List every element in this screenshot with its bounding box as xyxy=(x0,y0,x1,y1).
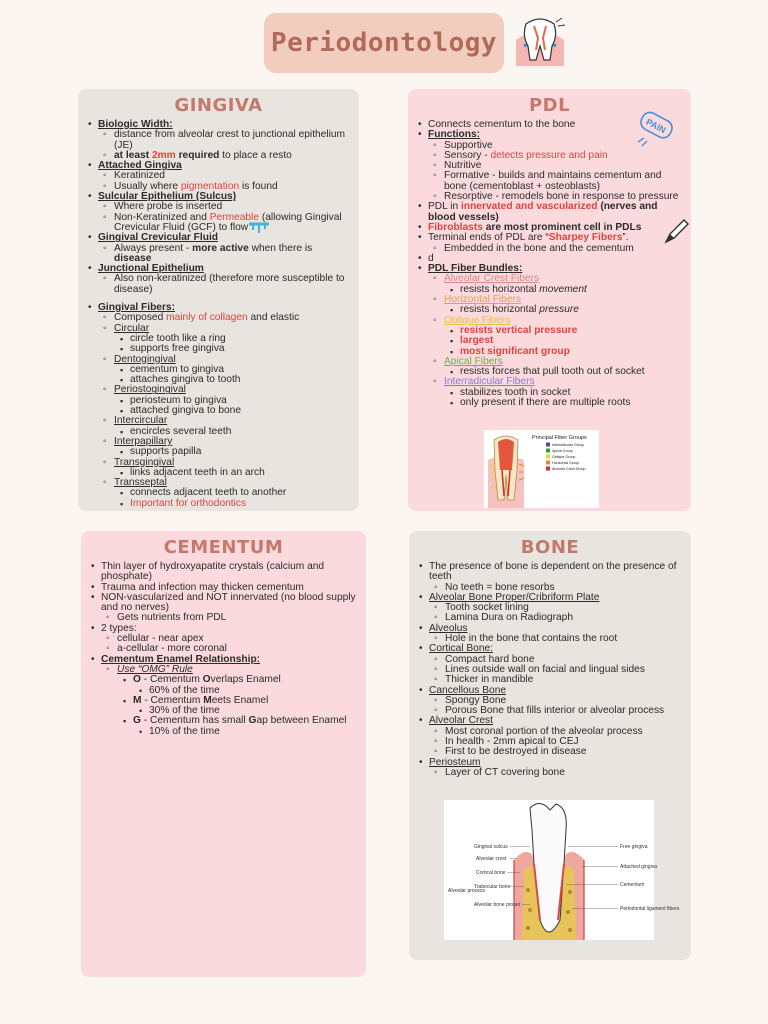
text: ”. xyxy=(622,232,629,244)
list-item xyxy=(432,244,683,254)
junctional-epithelium-heading: Junctional Epithelium xyxy=(98,263,204,275)
list-item xyxy=(417,562,683,593)
text: periosteum to gingiva xyxy=(130,394,227,406)
term: Alveolus xyxy=(429,622,468,634)
text: circle tooth like a ring xyxy=(130,332,226,344)
list-item xyxy=(432,316,683,357)
pdl-title: PDL xyxy=(528,95,571,116)
highlight-text: largest xyxy=(460,335,494,347)
text: cellular - near apex xyxy=(117,633,204,645)
text: Gets nutrients from PDL xyxy=(117,612,227,624)
text: Thin layer of hydroxyapatite crystals (calcium and phosphate) xyxy=(101,561,325,583)
text: Always present - xyxy=(114,242,193,254)
highlight-text: most significant group xyxy=(460,345,570,357)
highlight-text: Sharpey Fibers xyxy=(548,232,623,244)
text: O xyxy=(133,674,141,686)
text: Terminal ends of PDL are “ xyxy=(428,232,549,244)
text: distance from alveolar crest to junctional epithelium (JE) xyxy=(114,129,346,151)
text: resists forces that pull tooth out of socket xyxy=(460,366,645,378)
list-item xyxy=(105,613,358,623)
text: pressure xyxy=(539,304,579,316)
list-item xyxy=(102,130,351,151)
figure-label: Alveolar crest xyxy=(476,856,507,862)
text: M xyxy=(133,694,142,706)
list-item xyxy=(417,624,683,645)
text: and elastic xyxy=(247,312,300,324)
legend-label: Horizontal Group xyxy=(552,461,580,465)
pain-sticker-label: PAIN xyxy=(644,116,668,136)
cementum-card xyxy=(81,531,366,977)
list-item xyxy=(102,324,351,355)
list-item xyxy=(121,716,358,737)
text: eets Enamel xyxy=(211,694,269,706)
figure-label: Cortical bone xyxy=(476,870,506,876)
list-item xyxy=(417,644,683,685)
list-item xyxy=(102,355,351,386)
list-item xyxy=(102,458,351,479)
highlight-text: resists vertical pressure xyxy=(460,324,578,336)
text: is found xyxy=(239,180,278,192)
text: Formative - builds and maintains cementum and bone (cementoblast + osteoblasts) xyxy=(444,170,662,192)
sulcular-epithelium-heading: Sulcular Epithelium (Sulcus) xyxy=(98,191,237,203)
text: 2 types: xyxy=(101,622,137,634)
text: Layer of CT covering bone xyxy=(445,766,565,778)
biologic-width-heading: Biologic Width: xyxy=(98,119,173,130)
gingiva-list xyxy=(86,120,351,295)
text: ap between Enamel xyxy=(256,715,347,727)
highlight-text: innervated and vascularized xyxy=(461,201,598,213)
text: Non-Keratinized and xyxy=(114,211,210,223)
legend-swatch xyxy=(546,461,550,465)
text: links adjacent teeth in an arch xyxy=(130,466,265,478)
text: Thicker in mandible xyxy=(445,674,534,686)
list-item xyxy=(102,274,351,295)
legend-label: Alveolar Crest Group xyxy=(552,467,586,471)
text: cementum to gingiva xyxy=(130,363,225,375)
text: Also non-keratinized (therefore more susceptible to disease) xyxy=(114,273,345,295)
text: The presence of bone is dependent on the presence of teeth xyxy=(429,561,677,583)
text: connects adjacent teeth to another xyxy=(130,487,287,499)
text: attaches gingiva to tooth xyxy=(130,374,241,386)
text: (allowing Gingival Crevicular Fluid (GCF) to flow xyxy=(114,211,342,233)
list-item xyxy=(86,303,351,509)
principal-fiber-groups-figure xyxy=(484,430,599,508)
text: are most prominent cell in PDLs xyxy=(482,221,642,233)
gingiva-card xyxy=(78,89,359,511)
text: Usually where xyxy=(114,180,181,192)
fiber-name: Dentogingival xyxy=(114,353,176,365)
legend-label: Oblique Group xyxy=(552,455,576,459)
list-item xyxy=(102,213,351,234)
fiber-name: Interpapillary xyxy=(114,435,173,447)
pencil-icon xyxy=(662,216,692,246)
list-item xyxy=(417,716,683,757)
list-item xyxy=(102,385,351,416)
figure-label: Cementum xyxy=(620,882,645,888)
text: - Cementum xyxy=(140,674,203,686)
text: In health - 2mm apical to CEJ xyxy=(445,736,579,748)
list-item xyxy=(416,233,683,254)
text: at least xyxy=(114,149,152,161)
text: No teeth = bone resorbs xyxy=(445,581,555,593)
list-item xyxy=(86,264,351,295)
bone-title: BONE xyxy=(520,537,580,558)
text: Tooth socket lining xyxy=(445,602,529,614)
text: 30% of the time xyxy=(149,705,220,717)
list-item xyxy=(89,624,358,655)
gingival-fibers-list xyxy=(86,303,351,509)
periodontium-anatomy-figure xyxy=(444,800,680,940)
text: Trauma and infection may thicken cementum xyxy=(101,581,304,593)
gcf-heading: Gingival Crevicular Fluid xyxy=(98,232,219,244)
attached-gingiva-heading: Attached Gingiva xyxy=(98,160,182,172)
text: Connects cementum to the bone xyxy=(428,119,576,130)
pain-sticker-icon xyxy=(634,106,678,148)
text: to place a resto xyxy=(219,149,292,161)
text: disease xyxy=(114,252,152,264)
fiber-name: Periostogingival xyxy=(114,384,186,396)
fiber-name: Transseptal xyxy=(114,477,167,489)
text: encircles several teeth xyxy=(130,425,232,437)
list-item xyxy=(121,675,358,696)
list-item xyxy=(86,233,351,264)
figure-title: Principal Fiber Groups xyxy=(532,435,587,441)
list-item xyxy=(102,478,351,509)
list-item xyxy=(89,562,358,583)
gingiva-title: GINGIVA xyxy=(174,95,263,116)
list-item xyxy=(417,686,683,717)
legend-swatch xyxy=(546,455,550,459)
text: NON-vascularized and NOT innervated (no blood supply and no nerves) xyxy=(101,591,356,614)
highlight-text: pigmentation xyxy=(180,180,240,192)
highlight-text: Important for orthodontics xyxy=(130,497,247,509)
highlight-text: Permeable xyxy=(209,211,259,223)
bone-list xyxy=(417,562,683,778)
term: Alveolar Bone Proper/Cribriform Plate xyxy=(429,591,600,603)
legend-swatch xyxy=(546,449,550,453)
figure-label: Periodontal ligament fibers xyxy=(620,906,680,912)
text: a-cellular - more coronal xyxy=(117,643,227,655)
title-banner xyxy=(264,13,504,73)
list-item xyxy=(432,274,683,295)
text: Supportive xyxy=(444,139,493,151)
text: M xyxy=(203,694,212,706)
text: attached gingiva to bone xyxy=(130,405,242,417)
list-item xyxy=(137,727,358,737)
figure-label: Attached gingiva xyxy=(620,864,657,870)
highlight-text: mainly of collagen xyxy=(166,312,248,324)
list-item xyxy=(86,161,351,192)
term: Alveolar Crest xyxy=(429,715,493,727)
list-item xyxy=(417,593,683,624)
list-item xyxy=(121,696,358,717)
text: (nerves and blood vessels) xyxy=(428,201,658,223)
highlight-text: Fibroblasts xyxy=(428,221,483,233)
fiber-name: Oblique Fibers xyxy=(444,314,511,326)
figure-label: Alveolar process xyxy=(448,888,485,894)
list-item xyxy=(432,377,683,408)
text: Spongy Bone xyxy=(445,694,507,706)
list-item xyxy=(448,398,683,408)
list-item xyxy=(89,593,358,624)
fiber-name: Intercircular xyxy=(114,415,168,427)
fiber-name: Circular xyxy=(114,322,150,334)
list-item xyxy=(417,758,683,779)
tooth-illustration-icon xyxy=(512,16,568,68)
fiber-bundles-heading: PDL Fiber Bundles: xyxy=(428,263,523,275)
text: 10% of the time xyxy=(149,725,220,737)
text: Lamina Dura on Radiograph xyxy=(445,612,573,624)
fiber-name: Apical Fibers xyxy=(444,355,503,367)
list-item xyxy=(86,120,351,161)
text: First to be destroyed in disease xyxy=(445,746,587,758)
term: Cortical Bone: xyxy=(429,643,493,655)
text: required xyxy=(175,149,220,161)
pdl-list xyxy=(416,120,683,408)
text: when there is xyxy=(248,242,313,254)
cer-heading: Cementum Enamel Relationship: xyxy=(101,653,261,665)
page-title: Periodontology xyxy=(270,28,498,58)
legend-label: Apical Group xyxy=(552,449,573,453)
text: only present if there are multiple roots xyxy=(460,397,631,409)
text: - Cementum has small xyxy=(140,715,249,727)
text: d xyxy=(428,252,434,264)
cementum-list xyxy=(89,562,358,737)
gingival-fibers-heading: Gingival Fibers: xyxy=(98,302,175,314)
text: Composed xyxy=(114,312,167,324)
text: Keratinized xyxy=(114,170,165,182)
list-item xyxy=(416,202,683,223)
text: Nutritive xyxy=(444,160,482,172)
text: PDL in xyxy=(428,201,462,213)
list-item xyxy=(105,665,358,737)
list-item xyxy=(102,437,351,458)
list-item xyxy=(89,655,358,737)
text: Resorptive - remodels bone in response to pressure xyxy=(444,191,679,203)
text: Use “OMG” Rule xyxy=(117,663,193,675)
text: more active xyxy=(192,242,249,254)
highlight-text: detects pressure and pain xyxy=(490,149,608,161)
list-item xyxy=(86,192,351,233)
text: Sensory - xyxy=(444,149,491,161)
list-item xyxy=(432,357,683,378)
list-item xyxy=(432,171,683,192)
list-item xyxy=(118,499,351,509)
fiber-name: Alveolar Crest Fibers xyxy=(444,273,540,285)
legend-swatch xyxy=(546,443,550,447)
text: supports free gingiva xyxy=(130,343,225,355)
functions-heading: Functions: xyxy=(428,129,481,141)
legend-label: Interradicular Group xyxy=(552,443,584,447)
text: verlaps Enamel xyxy=(210,674,281,686)
term: Periosteum xyxy=(429,756,481,768)
list-item xyxy=(433,613,683,623)
text: - Cementum xyxy=(141,694,204,706)
list-item xyxy=(432,295,683,316)
fiber-name: Transgingival xyxy=(114,456,175,468)
figure-label: Trabecular bone xyxy=(474,884,511,890)
highlight-text: 2mm xyxy=(151,149,176,161)
text: Hole in the bone that contains the root xyxy=(445,633,618,645)
text: Lines outside wall on facial and lingual sides xyxy=(445,663,645,675)
term: Cancellous Bone xyxy=(429,684,507,696)
text: Porous Bone that fills interior or alveolar process xyxy=(445,705,665,717)
list-item xyxy=(433,768,683,778)
figure-label: Gingival sulcus xyxy=(474,844,508,850)
drip-icon xyxy=(248,221,270,235)
list-item xyxy=(416,264,683,408)
list-item xyxy=(102,416,351,437)
text: stabilizes tooth in socket xyxy=(460,386,571,398)
text: movement xyxy=(539,283,587,295)
text: O xyxy=(202,674,211,686)
text: 60% of the time xyxy=(149,684,220,696)
fiber-name: Horizontal Fibers xyxy=(444,294,521,306)
legend-swatch xyxy=(546,467,550,471)
list-item xyxy=(102,244,351,265)
figure-label: Free gingiva xyxy=(620,844,648,850)
text: G xyxy=(248,715,257,727)
text: Embedded in the bone and the cementum xyxy=(444,242,634,254)
text: Compact hard bone xyxy=(445,653,535,665)
figure-label: Alveolar bone proper xyxy=(474,902,521,908)
text: G xyxy=(133,715,141,727)
fiber-name: Interradicular Fibers xyxy=(444,376,535,388)
text: Where probe is inserted xyxy=(114,201,223,213)
text: Most coronal portion of the alveolar process xyxy=(445,725,643,737)
text: resists horizontal xyxy=(460,283,540,295)
cementum-title: CEMENTUM xyxy=(163,537,284,558)
text: supports papilla xyxy=(130,446,202,458)
text: resists horizontal xyxy=(460,304,540,316)
